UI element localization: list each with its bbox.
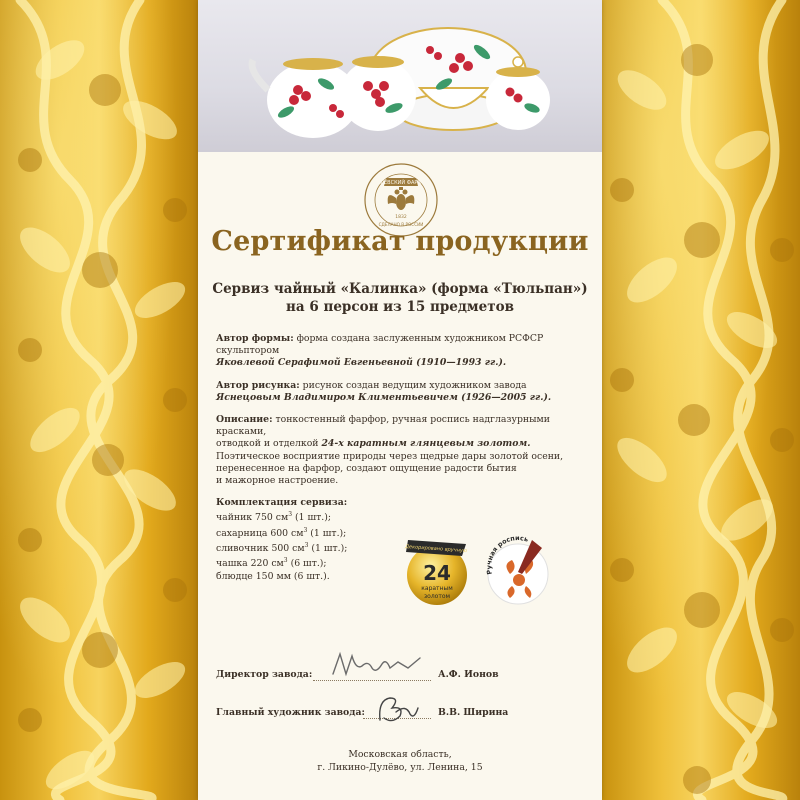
- brand-top-text: ДУЛЁВСКИЙ ФАРФОР: [373, 180, 429, 186]
- kit-label: Комплектация сервиза:: [216, 497, 348, 509]
- pattern-author-paragraph: [216, 380, 586, 404]
- director-signature-line: [313, 680, 431, 681]
- form-author-name: Яковлевой Серафимой Евгеньевной (1910—1993 гг.).: [216, 357, 507, 369]
- subtitle-line-1: Сервиз чайный «Калинка» (форма «Тюльпан»): [212, 281, 588, 297]
- floral-ornament: [602, 0, 800, 800]
- gold-badge-line-2: золотом: [423, 593, 451, 600]
- description-paragraph: [216, 414, 586, 487]
- description-label: Описание:: [216, 414, 273, 426]
- description-text-2: отводкой и отделкой: [216, 438, 322, 450]
- description-line-4: перенесенное на фарфор, создают ощущение радости бытия: [216, 462, 517, 474]
- left-ornamental-border: [0, 0, 198, 800]
- double-eagle-icon: [388, 187, 415, 210]
- pattern-author-label: Автор рисунка:: [216, 379, 300, 391]
- tea-set-illustration: [198, 0, 602, 152]
- gold-badge-number: 24: [423, 561, 451, 585]
- form-author-text: форма создана заслуженным художником РСФСР скульптором: [216, 333, 544, 357]
- director-name: А.Ф. Ионов: [438, 669, 499, 680]
- director-signature-label: Директор завода:: [216, 669, 313, 680]
- kit-item: чашка 220 $см^3$ (6 шт.);: [216, 557, 327, 570]
- form-author-paragraph: [216, 333, 586, 370]
- artist-signature: [370, 690, 430, 726]
- factory-address: [198, 748, 602, 774]
- artist-signature-label: Главный художник завода:: [216, 707, 365, 718]
- description-text-1: тонкостенный фарфор, ручная роспись надглазурными красками,: [216, 414, 550, 438]
- gold-badge-line-1: каратным: [421, 585, 453, 592]
- form-author-label: Автор формы:: [216, 333, 294, 344]
- tea-set-photo: [198, 0, 602, 152]
- right-ornamental-border: [602, 0, 800, 800]
- pattern-author-name: Яснецовым Владимиром Климентьевичем (1926—2005 гг.).: [216, 391, 552, 403]
- kit-item: чайник 750 $см^3$ (1 шт.);: [216, 511, 331, 524]
- kit-item: блюдце 150 мм (6 шт.).: [216, 570, 330, 582]
- gold-badge-top: Декорировано вручную: [404, 543, 468, 555]
- kit-item: сливочник 500 $см^3$ (1 шт.);: [216, 542, 348, 555]
- brand-bottom-text: СДЕЛАНО В РОССИИ: [378, 222, 424, 227]
- hand-badge-label: Ручная роспись: [485, 534, 530, 576]
- director-signature: [328, 648, 428, 680]
- brand-year: 1832: [395, 215, 407, 220]
- subtitle-line-2: на 6 персон из 15 предметов: [286, 299, 514, 315]
- address-line-1: Московская область,: [348, 749, 452, 760]
- artist-name: В.В. Ширина: [438, 707, 509, 718]
- floral-ornament: [0, 0, 198, 800]
- gold-24-karat-badge: [402, 530, 472, 610]
- kit-item: сахарница 600 $см^3$ (1 шт.);: [216, 526, 347, 539]
- address-line-2: г. Ликино-Дулёво, ул. Ленина, 15: [317, 762, 483, 773]
- pattern-author-text: рисунок создан ведущим художником завода: [299, 379, 527, 391]
- description-line-5: и мажорное настроение.: [216, 475, 339, 487]
- description-highlight: 24-х каратным глянцевым золотом.: [321, 438, 531, 450]
- certificate-panel: [198, 0, 602, 800]
- description-line-3: Поэтическое восприятие природы через щедрые дары золотой осени,: [216, 450, 564, 462]
- certificate-title: Сертификат продукции: [211, 226, 589, 257]
- product-subtitle: [198, 280, 602, 316]
- hand-painted-badge: [482, 530, 554, 610]
